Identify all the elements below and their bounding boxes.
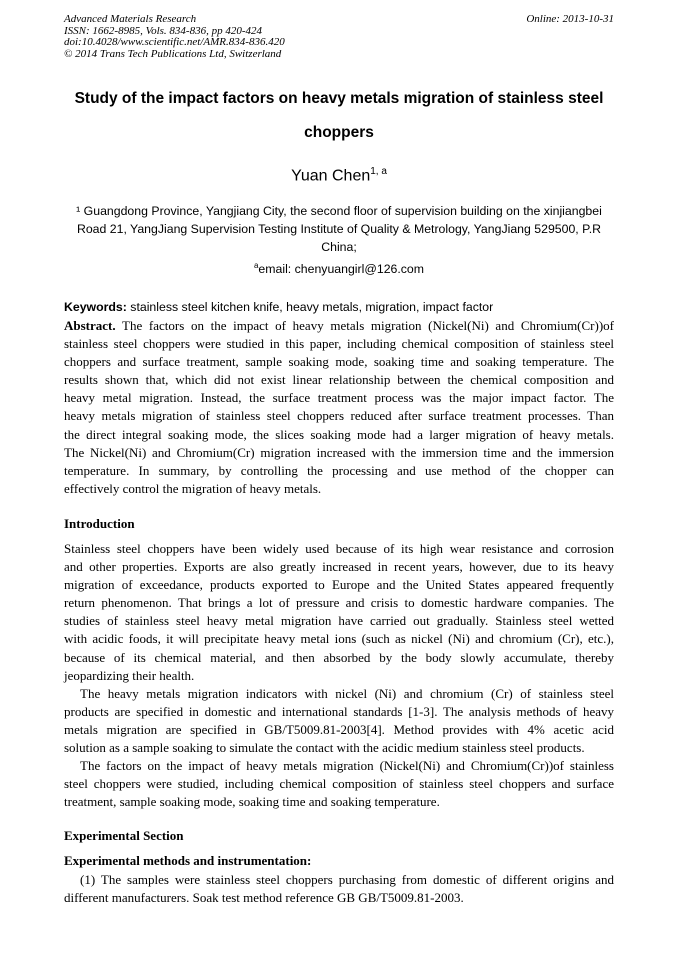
intro-line: The factors on the impact of heavy metals migration (Nickel(Ni) and Chromium(Cr))of stainless	[80, 758, 614, 774]
abstract-text: The factors on the impact of heavy metals migration (Nickel(Ni) and Chromium(Cr))of	[115, 318, 614, 333]
keywords-label: Keywords:	[64, 300, 127, 314]
email	[0, 261, 678, 276]
author-sup: 1, a	[370, 166, 387, 177]
intro-line: migration of exceedance, products exported to Europe and the United States appeared frequently	[64, 577, 614, 593]
intro-line: because of its chemical material, and then absorbed by the body slowly accumulate, thereby	[64, 649, 614, 665]
experimental-line: different manufacturers. Soak test method reference GB GB/T5009.81-2003.	[64, 890, 464, 906]
abstract-line: The Nickel(Ni) and Chromium(Cr) migration increased with the immersion time and the immersion	[64, 444, 614, 460]
journal-header	[64, 14, 285, 60]
introduction-heading: Introduction	[64, 516, 135, 531]
abstract-label: Abstract.	[64, 318, 116, 333]
intro-line: solution as a sample soaking to simulate the contact with the acidic medium stainless steel products.	[64, 740, 585, 756]
abstract-line: choppers and surface treatment, sample soaking mode, soaking time and soaking temperature. The	[64, 354, 614, 370]
introduction-body	[64, 540, 614, 811]
experimental-heading: Experimental Section	[64, 828, 184, 843]
abstract-line: stainless steel choppers were studied in this paper, including chemical composition of stainless steel	[64, 336, 614, 352]
intro-line: Stainless steel choppers have been widely used because of its high wear resistance and corrosion	[64, 541, 614, 556]
intro-line: and other properties. Exports are also greatly increased in recent years, however, due to its heavy	[64, 559, 614, 575]
abstract-line: results shown that, which did not exist linear relationship between the chemical composition and	[64, 372, 614, 388]
author	[0, 166, 678, 185]
intro-line: treatment, sample soaking mode, soaking time and soaking temperature.	[64, 794, 440, 810]
experimental-subheading: Experimental methods and instrumentation:	[64, 853, 312, 868]
abstract-line: heavy metals migration of stainless steel choppers reduced after surface treatment processes. Than	[64, 408, 614, 424]
affiliation-line: China;	[321, 240, 357, 254]
journal-name: Advanced Materials Research	[64, 13, 197, 25]
intro-line: return phenomenon. That brings a lot of pressure and crisis to domestic hardware companies. The	[64, 595, 614, 611]
intro-line: steel choppers were studied, including chemical composition of stainless steel choppers and surface	[64, 776, 614, 792]
abstract-line: the direct integral soaking mode, the slices soaking mode had a larger migration of heavy metals.	[64, 426, 614, 442]
keywords	[64, 300, 493, 314]
intro-line: studies of stainless steel heavy metal migration have carried out gradually. Stainless steel wetted	[64, 613, 614, 629]
affiliation	[58, 202, 620, 256]
abstract-line: heavy metal migration. Instead, the surface treatment process was the major impact factor. The	[64, 390, 614, 406]
issn: ISSN: 1662-8985, Vols. 834-836, pp 420-424	[64, 24, 262, 37]
experimental-line: (1) The samples were stainless steel choppers purchasing from domestic of different origins and	[80, 872, 614, 887]
intro-line: products are specified in domestic and international standards [1-3]. The analysis methods of heavy	[64, 703, 614, 719]
intro-line: jeopardizing their health.	[64, 667, 195, 683]
email-text: email: chenyuangirl@126.com	[258, 262, 425, 277]
intro-line: The heavy metals migration indicators with nickel (Ni) and chromium (Cr) of stainless steel	[80, 685, 614, 701]
experimental-body	[64, 871, 614, 907]
copyright: © 2014 Trans Tech Publications Ltd, Switzerland	[64, 47, 282, 60]
abstract-line: temperature. In summary, by controlling the processing and use method of the chopper can	[64, 462, 614, 478]
keywords-text: stainless steel kitchen knife, heavy metals, migration, impact factor	[126, 300, 494, 314]
online-date: Online: 2013-10-31	[526, 13, 614, 25]
doi: doi:10.4028/www.scientific.net/AMR.834-836.420	[64, 36, 285, 48]
abstract	[64, 317, 614, 498]
paper-title-line-2: choppers	[304, 124, 374, 141]
abstract-line: effectively control the migration of heavy metals.	[64, 480, 322, 496]
intro-line: with acidic foods, it will precipitate heavy metal ions (such as nickel (Ni) and chromium (Cr), etc.),	[64, 631, 614, 647]
email-sup: a	[253, 261, 259, 270]
abstract-line	[64, 317, 614, 335]
author-name: Yuan Chen	[291, 167, 371, 185]
intro-line: metals migration are specified in GB/T5009.81-2003[4]. Method provides with 4% acetic acid	[64, 721, 614, 737]
affiliation-line: Road 21, YangJiang Supervision Testing Institute of Quality & Metrology, YangJiang 529500, P.R	[76, 222, 602, 236]
paper-title-line-1: Study of the impact factors on heavy metals migration of stainless steel	[74, 90, 604, 107]
affiliation-line: ¹ Guangdong Province, Yangjiang City, the second floor of supervision building on the xinjiangbei	[76, 204, 602, 218]
